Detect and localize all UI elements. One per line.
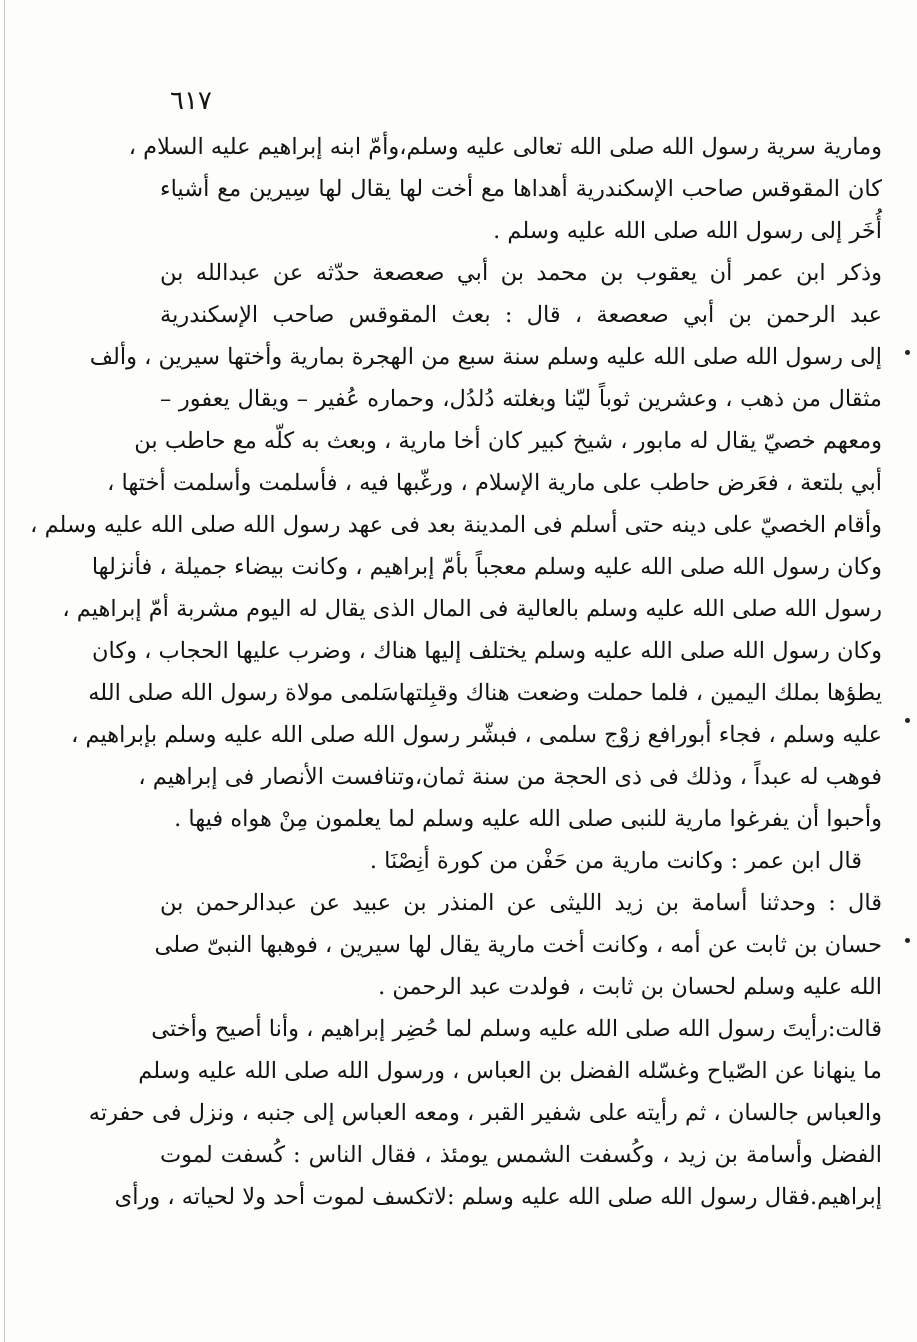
text-line-15: عليه وسلم ، فجاء أبورافع زوْج سلمى ، فبشّر رسول الله صلى الله عليه وسلم بإبراهيم ،	[71, 722, 882, 748]
text-line-21: الله عليه وسلم لحسان بن ثابت ، فولدت عبد الرحمن .	[378, 974, 882, 1000]
text-line-17: وأحبوا أن يفرغوا مارية للنبى صلى الله عليه وسلم لما يعلمون مِنْ هواه فيها .	[174, 806, 882, 832]
page-left-edge	[4, 0, 5, 1342]
text-line-14: يطؤها بملك اليمين ، فلما حملت وضعت هناك وقبِلتهاسَلمى مولاة رسول الله صلى الله	[88, 680, 882, 706]
page-number: ٦١٧	[170, 86, 212, 116]
text-line-26: إبراهيم.فقال رسول الله صلى الله عليه وسلم :لاتكسف لموت أحد ولا لحياته ، ورأى	[114, 1184, 882, 1210]
text-line-3: أُخَر إلى رسول الله صلى الله عليه وسلم .	[493, 218, 882, 244]
margin-dot	[905, 718, 910, 723]
text-line-18: قال ابن عمر : وكانت مارية من حَفْن من كورة أنِصْنَا .	[369, 848, 862, 874]
text-line-16: فوهب له عبداً ، وذلك فى ذى الحجة من سنة ثمان،وتنافست الأنصار فى إبراهيم ،	[138, 764, 882, 790]
text-line-24: والعباس جالسان ، ثم رأيته على شفير القبر ، ومعه العباس إلى جنبه ، ونزل فى حفرته	[88, 1100, 882, 1126]
text-line-7: مثقال من ذهب ، وعشرين ثوباً ليّنا وبغلته دُلدُل، وحماره عُفير – ويقال يعفور –	[160, 386, 882, 412]
text-line-9: أبي بلتعة ، فعَرض حاطب على مارية الإسلام ، ورغّبها فيه ، فأسلمت وأسلمت أختها ،	[107, 470, 882, 496]
text-line-4: وذكر ابن عمر أن يعقوب بن محمد بن أبي صعصعة حدّثه عن عبدالله بن	[160, 260, 882, 286]
text-line-22: قالت:رأيتَ رسول الله صلى الله عليه وسلم لما حُضِر إبراهيم ، وأنا أصيح وأختى	[151, 1016, 882, 1042]
text-line-5: عبد الرحمن بن أبي صعصعة ، قال : بعث المقوقس صاحب الإسكندرية	[160, 302, 882, 328]
text-line-13: وكان رسول الله صلى الله عليه وسلم يختلف إليها هناك ، وضرب عليها الحجاب ، وكان	[92, 638, 882, 664]
text-line-19: قال : وحدثنا أسامة بن زيد الليثى عن المنذر بن عبيد عن عبدالرحمن بن	[160, 890, 882, 916]
text-line-20: حسان بن ثابت عن أمه ، وكانت أخت مارية يقال لها سيرين ، فوهبها النبىّ صلى	[154, 932, 882, 958]
margin-dot	[905, 938, 910, 943]
text-line-2: كان المقوقس صاحب الإسكندرية أهداها مع أخت لها يقال لها سِيرين مع أشياء	[160, 176, 882, 202]
text-line-6: إلى رسول الله صلى الله عليه وسلم سنة سبع من الهجرة بمارية وأختها سيرين ، وألف	[89, 344, 882, 370]
text-line-8: ومعهم خصيّ يقال له مابور ، شيخ كبير كان أخا مارية ، وبعث به كلّه مع حاطب بن	[134, 428, 882, 454]
text-line-1: ومارية سرية رسول الله صلى الله تعالى عليه وسلم،وأمّ ابنه إبراهيم عليه السلام ،	[128, 134, 882, 160]
text-line-10: وأقام الخصيّ على دينه حتى أسلم فى المدينة بعد فى عهد رسول الله صلى الله عليه وسلم ،	[30, 512, 882, 538]
text-line-12: رسول الله صلى الله عليه وسلم بالعالية فى المال الذى يقال له اليوم مشربة أمّ إبراهيم ،	[62, 596, 882, 622]
text-line-23: ما ينهانا عن الصّياح وغسّله الفضل بن العباس ، ورسول الله صلى الله عليه وسلم	[138, 1058, 882, 1084]
margin-dot	[905, 350, 910, 355]
text-line-11: وكان رسول الله صلى الله عليه وسلم معجباً بأمّ إبراهيم ، وكانت بيضاء جميلة ، فأنزلها	[91, 554, 882, 580]
text-line-25: الفضل وأسامة بن زيد ، وكُسفت الشمس يومئذ ، فقال الناس : كُسفت لموت	[160, 1142, 882, 1168]
